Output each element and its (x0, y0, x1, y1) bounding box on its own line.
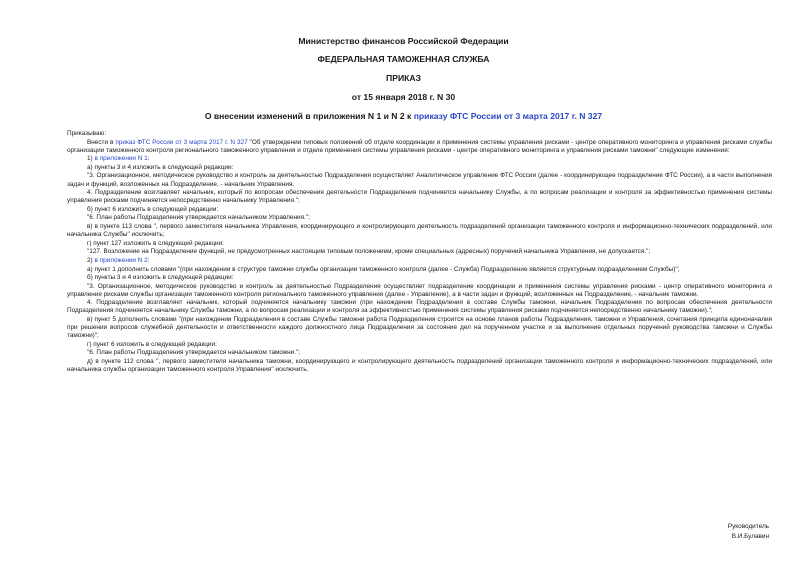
section-1-heading (67, 155, 772, 163)
document-body (67, 130, 772, 375)
ministry-heading: Министерство финансов Российской Федерации (298, 36, 509, 46)
list-item: 4. Подразделение возглавляет начальник, который подчиняется начальнику таможни (при нахождении Подразделения в составе Службы таможни, начальник Подразделения по вопросам обеспечения деятельности Подразделения подчиняется начальнику Службы таможни, а по вопросам реализации и контроля за эффективностью применения системы управления рисками подчиняется непосредственно начальнику таможни)."; (67, 299, 772, 315)
text-run: "Об утверждении типовых положений об отделе координации и применения системы управления рисками - центре оперативного мониторинга и управления рисками службы организации таможенного контроля регионального таможенного управления и отделе применения системы управления рисками - центре оперативного мониторинга и управления рисками таможни" следующие изменения: (67, 138, 773, 154)
title-order-link[interactable]: приказу ФТС России от 3 марта 2017 г. N 327 (413, 111, 603, 121)
list-item: б) пункты 3 и 4 изложить в следующей редакции: (87, 274, 234, 282)
list-item: б) пункт 6 изложить в следующей редакции: (87, 205, 219, 213)
service-heading: ФЕДЕРАЛЬНАЯ ТАМОЖЕННАЯ СЛУЖБА (317, 54, 490, 64)
list-item: д) в пункте 112 слова ", первого заместителя начальника таможни, координирующего и контролирующего деятельность подразделений организации таможенного контроля и информационно-технических подразделений, или начальника службы организации таможенного контроля Управления" исключить. (67, 358, 772, 374)
signature-role: Руководитель (727, 523, 769, 530)
signature-block (728, 522, 769, 541)
section-2-heading (67, 257, 772, 265)
text-run: : (147, 155, 150, 163)
title-text: О внесении изменений в приложения N 1 и N 2 к (204, 111, 414, 121)
intro-line: Приказываю: (67, 130, 107, 137)
list-item: "6. План работы Подразделения утверждается начальником таможни."; (87, 349, 301, 357)
list-item: г) пункт 127 изложить в следующей редакции: (87, 239, 224, 247)
list-item: 4. Подразделение возглавляет начальник, который по вопросам обеспечения деятельности Подразделения подчиняется начальнику Службы, а по вопросам реализации и контроля за эффективностью применения системы управления рисками подчиняется непосредственно начальнику Управления."; (67, 189, 772, 205)
text-run: Внести в (87, 138, 116, 146)
list-item: в) пункт 5 дополнить словами "(при нахождении Подразделения в составе Службы таможни работа Подразделения строится на основе планов работы Подразделения, таможни и Управления, сочетания принципа единоначалия при решении вопросов служебной деятельности и ответственности каждого должностного лица Подразделения за состояние дел на порученном участке и за выполнение отдельных поручений руководства таможни и Службы таможни)"; (67, 316, 772, 340)
document-title (0, 111, 807, 121)
doc-type-heading: ПРИКАЗ (386, 73, 421, 83)
main-paragraph (67, 139, 772, 155)
appendix-1-link[interactable]: в приложении N 1 (94, 155, 148, 163)
appendix-2-link[interactable]: в приложении N 2 (94, 256, 148, 264)
signature-name: В.И.Булавин (731, 532, 769, 540)
list-item: "3. Организационное, методическое руководство и контроль за деятельностью Подразделения осуществляет Аналитическое управление ФТС России (далее - координирующее подразделение ФТС России), а в части выполнения задач и функций, возложенных на Подразделение, - начальник Управления. (67, 172, 772, 188)
list-item: "127. Возложение на Подразделение функций, не предусмотренных настоящим типовым положением, кроме специальных (адресных) поручений начальника Управления, не допускается."; (87, 248, 651, 256)
list-item: г) пункт 6 изложить в следующей редакции: (87, 340, 217, 348)
list-item: "3. Организационное, методическое руководство и контроль за деятельностью Подразделения осуществляет подразделение координации и применения системы управления рисками - центр оперативного мониторинга и управления рисками службы организации таможенного контроля регионального таможенного управления (далее - Управление), а в части задач и функций, возложенных на Подразделение, - начальник таможни. (67, 282, 772, 298)
text-run: 2) (87, 256, 95, 264)
order-link[interactable]: приказ ФТС России от 3 марта 2017 г. N 327 (115, 138, 248, 146)
text-run: 1) (87, 155, 95, 163)
list-item: а) пункты 3 и 4 изложить в следующей редакции: (87, 163, 234, 171)
date-number-heading: от 15 января 2018 г. N 30 (351, 92, 456, 102)
list-item: а) пункт 1 дополнить словами "(при нахождении в структуре таможни службы организации таможенного контроля (далее - Служба) Подразделение является структурным подразделением Службы)"; (87, 265, 680, 273)
list-item: "6. План работы Подразделения утверждается начальником Управления."; (87, 214, 310, 222)
list-item: в) в пункте 113 слова ", первого заместителя начальника Управления, координирующего и контролирующего деятельность подразделений организации таможенного контроля и информационно-технических подразделений, или начальника Службы" исключить; (67, 223, 772, 239)
text-run: : (147, 256, 150, 264)
